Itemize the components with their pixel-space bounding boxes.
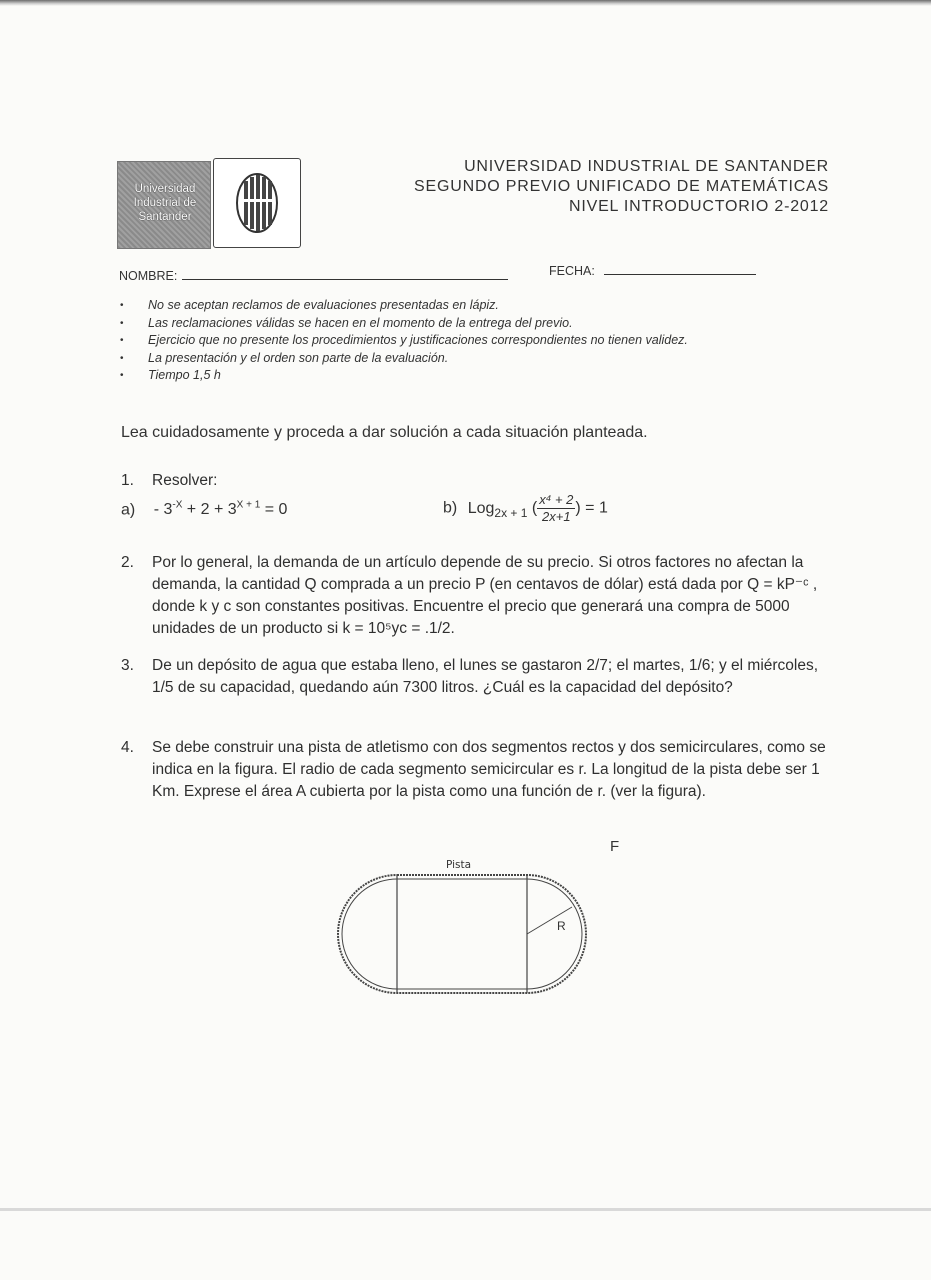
question-number: 3. <box>121 657 134 674</box>
rule-item: • Las reclamaciones válidas se hacen en el momento de la entrega del previo. <box>120 315 688 333</box>
question-number: 1. <box>121 472 134 489</box>
question-text: De un depósito de agua que estaba lleno, el lunes se gastaron 2/7; el martes, 1/6; y el miércoles, 1/5 de su capacidad, quedando aún 7300 litros. ¿Cuál es la capacidad del depósito? <box>152 657 819 696</box>
university-seal <box>213 158 301 248</box>
rule-item: • No se aceptan reclamos de evaluaciones presentadas en lápiz. <box>120 297 688 315</box>
question-text: Por lo general, la demanda de un artículo depende de su precio. Si otros factores no afectan la demanda, la cantidad Q comprada a un precio P (en centavos de dólar) está dada por Q = kP⁻ᶜ , donde k y c son constantes positivas. Encuentre el precio que generará una compra de 5000 unidades de un producto si k = 10⁵yc = .1/2. <box>152 554 818 637</box>
scan-top-edge <box>0 0 931 6</box>
instructions: Lea cuidadosamente y proceda a dar solución a cada situación planteada. <box>121 424 648 441</box>
scan-bottom-edge <box>0 1208 931 1211</box>
name-field[interactable] <box>182 279 508 280</box>
figure-letter: F <box>610 838 620 855</box>
rule-item: • Tiempo 1,5 h <box>120 367 688 385</box>
logo-text: Universidad Industrial de Santander <box>133 183 197 223</box>
question-text: Se debe construir una pista de atletismo con dos segmentos rectos y dos semicirculares, como se indica en la figura. El radio de cada segmento semicircular es r. La longitud de la pista debe ser 1 Km. Exprese el área A cubierta por la pista como una función de r. (ver la figura). <box>152 739 826 800</box>
seal-emblem-icon <box>214 159 300 247</box>
date-field[interactable] <box>604 274 756 275</box>
name-label: NOMBRE: <box>119 269 178 283</box>
university-name: UNIVERSIDAD INDUSTRIAL DE SANTANDER <box>464 158 829 175</box>
question-1 <box>121 470 217 492</box>
track-label: Pista <box>446 859 472 871</box>
exam-level: NIVEL INTRODUCTORIO 2-2012 <box>569 198 829 215</box>
exam-rules <box>120 297 688 385</box>
equation-a: $a) - 3^{-X} + 2 + 3^{X + 1} = 0$ <box>121 500 288 519</box>
rule-item: • Ejercicio que no presente los procedimientos y justificaciones correspondientes no tienen validez. <box>120 332 688 350</box>
question-number: 2. <box>121 554 134 571</box>
equation-b: b) Log$_{2x + 1}$ ( $\frac{\text{x⁴ + 2}}{2x+1}$ ) = 1 <box>443 492 608 524</box>
exam-name: SEGUNDO PREVIO UNIFICADO DE MATEMÁTICAS <box>414 178 829 195</box>
university-logo <box>117 161 211 249</box>
rule-item: • La presentación y el orden son parte de la evaluación. <box>120 350 688 368</box>
log-fraction: $\frac{\text{x⁴ + 2}}{2x+1}$ <box>539 492 574 524</box>
question-2 <box>121 552 833 640</box>
date-label: FECHA: <box>549 264 595 278</box>
question-number: 4. <box>121 739 134 756</box>
question-3 <box>121 655 833 699</box>
exam-header <box>414 157 829 217</box>
question-title: Resolver: <box>152 472 218 489</box>
radius-label: R <box>557 919 566 933</box>
question-4 <box>121 737 833 803</box>
